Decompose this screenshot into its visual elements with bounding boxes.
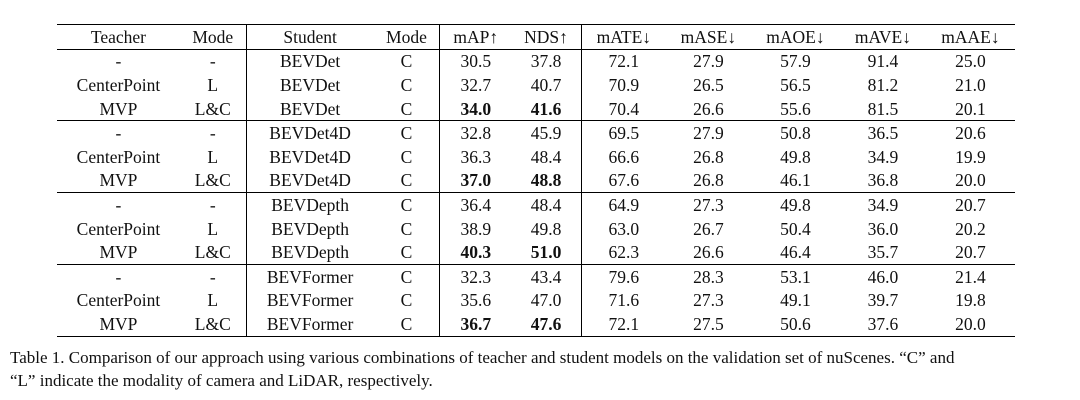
cell-nds: 47.6 <box>511 312 581 336</box>
cell-maae: 20.6 <box>955 123 986 144</box>
cell-map: 36.3 <box>460 146 492 167</box>
table-caption <box>10 346 1075 392</box>
cell-teacher: CenterPoint <box>76 146 161 167</box>
cell-student: BEVDet4D <box>269 170 351 191</box>
cell-mase: 26.5 <box>693 74 724 95</box>
cell-maoe: 53.1 <box>780 266 811 287</box>
cell-student: BEVDepth <box>271 194 349 215</box>
cell-map: 32.7 <box>460 74 492 95</box>
cell-mase: 28.3 <box>693 266 724 287</box>
cell-student: BEVFormer <box>266 266 354 287</box>
cell-map: 30.5 <box>460 51 492 72</box>
cell-mave: 36.0 <box>867 218 899 239</box>
cell-teacher: MVP <box>99 98 138 119</box>
cell-mase: 27.9 <box>693 123 724 144</box>
cell-maoe: 56.5 <box>780 74 811 95</box>
cell-mate: 72.1 <box>608 313 640 334</box>
cell-map: 36.4 <box>460 194 492 215</box>
table-row <box>57 121 1015 145</box>
cell-mase: 26.7 <box>693 218 724 239</box>
cell-nds: 48.8 <box>511 169 581 193</box>
cell-mate: 70.4 <box>608 98 640 119</box>
cell-mase: 27.5 <box>693 313 724 334</box>
cell-mave: 46.0 <box>867 266 899 287</box>
cell-student: BEVDet <box>279 51 341 72</box>
cell-maoe: 50.8 <box>780 123 811 144</box>
cell-mase: 27.3 <box>693 290 724 311</box>
cell-student-mode: C <box>374 240 440 264</box>
cell-map: 32.8 <box>460 123 492 144</box>
cell-maoe: 49.8 <box>780 194 811 215</box>
table-row <box>57 312 1015 336</box>
cell-teacher-mode: L <box>180 73 246 97</box>
cell-student: BEVDet4D <box>269 123 351 144</box>
cell-map: 34.0 <box>460 98 492 119</box>
table-row <box>57 240 1015 264</box>
cell-nds: 47.0 <box>511 289 581 313</box>
cell-teacher: MVP <box>99 313 138 334</box>
cell-student-mode: C <box>374 193 440 217</box>
cell-student: BEVDet4D <box>269 146 351 167</box>
cell-student: BEVFormer <box>266 290 354 311</box>
cell-student-mode: C <box>374 73 440 97</box>
header-nds: NDS↑ <box>511 25 581 50</box>
table-row <box>57 217 1015 241</box>
cell-maoe: 50.6 <box>780 313 811 334</box>
cell-mase: 26.6 <box>693 242 724 263</box>
cell-mave: 34.9 <box>867 194 899 215</box>
cell-maoe: 57.9 <box>780 51 811 72</box>
cell-teacher: MVP <box>99 242 138 263</box>
cell-maoe: 49.1 <box>780 290 811 311</box>
table-row <box>57 264 1015 288</box>
cell-mate: 63.0 <box>608 218 640 239</box>
table-group <box>57 49 1015 121</box>
cell-nds: 43.4 <box>511 264 581 288</box>
cell-mate: 69.5 <box>608 123 640 144</box>
cell-nds: 45.9 <box>511 121 581 145</box>
cell-mave: 35.7 <box>867 242 899 263</box>
cell-student-mode: C <box>374 49 440 73</box>
cell-teacher: CenterPoint <box>76 74 161 95</box>
cell-mave: 81.5 <box>867 98 899 119</box>
table-group <box>57 121 1015 193</box>
table-row <box>57 97 1015 121</box>
cell-maae: 20.7 <box>955 194 986 215</box>
cell-nds: 40.7 <box>511 73 581 97</box>
table-group <box>57 264 1015 336</box>
cell-map: 37.0 <box>460 170 492 191</box>
cell-teacher-mode: - <box>180 193 246 217</box>
cell-mate: 67.6 <box>608 170 640 191</box>
cell-mave: 37.6 <box>867 313 899 334</box>
cell-maae: 21.0 <box>955 74 986 95</box>
cell-student-mode: C <box>374 312 440 336</box>
header-maoe: mAOE↓ <box>766 26 825 47</box>
cell-mase: 27.9 <box>693 51 724 72</box>
cell-student-mode: C <box>374 217 440 241</box>
cell-mate: 70.9 <box>608 74 640 95</box>
cell-nds: 48.4 <box>511 145 581 169</box>
cell-mate: 72.1 <box>608 51 640 72</box>
cell-student-mode: C <box>374 145 440 169</box>
cell-maae: 19.9 <box>955 146 986 167</box>
cell-mase: 26.8 <box>693 146 724 167</box>
header-mase: mASE↓ <box>680 26 737 47</box>
cell-mase: 26.6 <box>693 98 724 119</box>
cell-mate: 71.6 <box>608 290 640 311</box>
cell-mave: 36.5 <box>867 123 899 144</box>
cell-teacher-mode: L&C <box>180 240 246 264</box>
cell-mate: 66.6 <box>608 146 640 167</box>
cell-student: BEVDet <box>279 74 341 95</box>
cell-student: BEVDet <box>279 98 341 119</box>
cell-student-mode: C <box>374 97 440 121</box>
table-row <box>57 193 1015 217</box>
cell-mave: 34.9 <box>867 146 899 167</box>
table-row <box>57 73 1015 97</box>
cell-map: 40.3 <box>460 242 492 263</box>
cell-maoe: 55.6 <box>780 98 811 119</box>
header-map: mAP↑ <box>453 26 499 47</box>
cell-student-mode: C <box>374 169 440 193</box>
cell-maae: 20.7 <box>955 242 986 263</box>
header-teacher: Teacher <box>90 26 147 47</box>
cell-nds: 49.8 <box>511 217 581 241</box>
cell-mase: 26.8 <box>693 170 724 191</box>
cell-student: BEVFormer <box>266 313 354 334</box>
cell-teacher: MVP <box>99 170 138 191</box>
cell-nds: 37.8 <box>511 49 581 73</box>
cell-mave: 36.8 <box>867 170 899 191</box>
cell-student: BEVDepth <box>271 242 349 263</box>
cell-maoe: 49.8 <box>780 146 811 167</box>
cell-teacher-mode: - <box>180 121 246 145</box>
cell-map: 36.7 <box>460 313 492 334</box>
cell-mave: 39.7 <box>867 290 899 311</box>
cell-teacher-mode: L <box>180 289 246 313</box>
header-maae: mAAE↓ <box>941 26 1000 47</box>
cell-maoe: 46.4 <box>780 242 811 263</box>
header-student: Student <box>283 26 337 47</box>
cell-teacher-mode: - <box>180 264 246 288</box>
table-header <box>57 25 1015 50</box>
cell-teacher: CenterPoint <box>76 290 161 311</box>
cell-teacher: CenterPoint <box>76 218 161 239</box>
cell-nds: 41.6 <box>511 97 581 121</box>
header-teacher-mode: Mode <box>180 25 246 50</box>
cell-maae: 20.0 <box>955 313 986 334</box>
cell-student-mode: C <box>374 264 440 288</box>
cell-maae: 25.0 <box>955 51 986 72</box>
cell-teacher-mode: L <box>180 217 246 241</box>
cell-map: 32.3 <box>460 266 492 287</box>
header-student-mode: Mode <box>374 25 440 50</box>
table-row <box>57 289 1015 313</box>
cell-mave: 91.4 <box>867 51 899 72</box>
header-mave: mAVE↓ <box>854 26 911 47</box>
cell-student-mode: C <box>374 289 440 313</box>
table-row <box>57 145 1015 169</box>
table-row <box>57 169 1015 193</box>
cell-maoe: 50.4 <box>780 218 811 239</box>
cell-nds: 48.4 <box>511 193 581 217</box>
caption-line-1: Table 1. Comparison of our approach using various combinations of teacher and student models on the validation set of nuScenes. “C” and <box>10 348 955 367</box>
cell-teacher: - <box>115 51 122 72</box>
cell-map: 38.9 <box>460 218 492 239</box>
cell-mate: 64.9 <box>608 194 640 215</box>
cell-nds: 51.0 <box>511 240 581 264</box>
results-table <box>57 24 1015 337</box>
cell-map: 35.6 <box>460 290 492 311</box>
cell-maae: 20.2 <box>955 218 986 239</box>
cell-maae: 21.4 <box>955 266 986 287</box>
cell-teacher: - <box>115 123 122 144</box>
cell-mave: 81.2 <box>867 74 899 95</box>
cell-mate: 62.3 <box>608 242 640 263</box>
cell-teacher-mode: L&C <box>180 312 246 336</box>
cell-student: BEVDepth <box>271 218 349 239</box>
cell-mate: 79.6 <box>608 266 640 287</box>
table-row <box>57 49 1015 73</box>
table-group <box>57 193 1015 265</box>
cell-teacher-mode: L <box>180 145 246 169</box>
cell-teacher-mode: L&C <box>180 169 246 193</box>
cell-teacher: - <box>115 194 122 215</box>
header-mate: mATE↓ <box>596 26 652 47</box>
cell-maae: 20.0 <box>955 170 986 191</box>
cell-maoe: 46.1 <box>780 170 811 191</box>
cell-mase: 27.3 <box>693 194 724 215</box>
cell-maae: 20.1 <box>955 98 986 119</box>
cell-teacher-mode: - <box>180 49 246 73</box>
cell-maae: 19.8 <box>955 290 986 311</box>
caption-line-2: “L” indicate the modality of camera and LiDAR, respectively. <box>10 371 433 390</box>
cell-teacher: - <box>115 266 122 287</box>
cell-student-mode: C <box>374 121 440 145</box>
cell-teacher-mode: L&C <box>180 97 246 121</box>
header-row <box>57 25 1015 50</box>
